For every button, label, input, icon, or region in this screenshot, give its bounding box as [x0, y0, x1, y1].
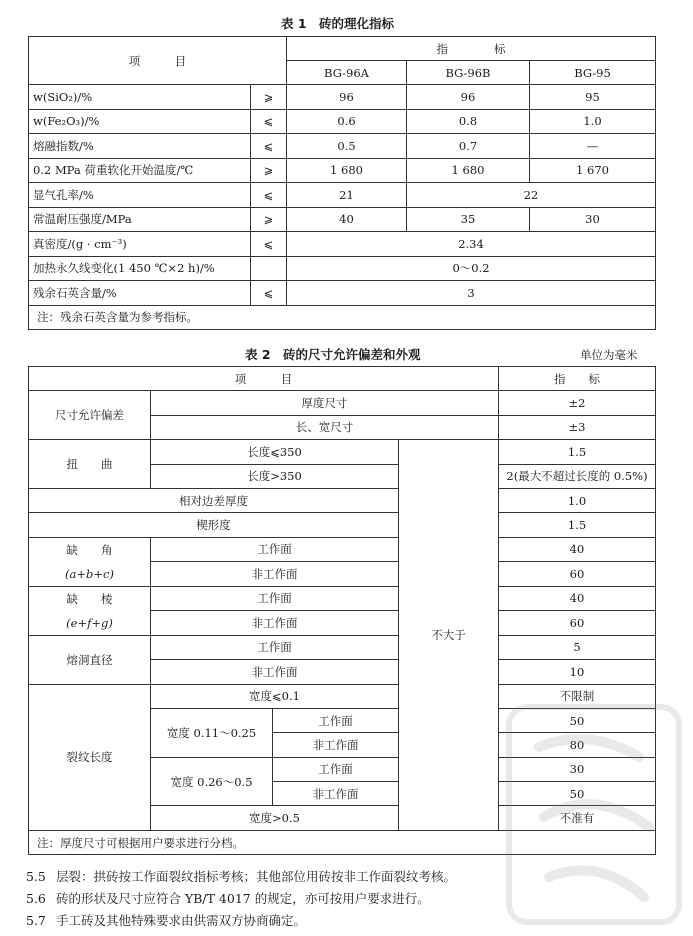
t2-not-exceed: 不大于: [399, 440, 499, 831]
watermark-seal: [499, 697, 689, 932]
t1-val: 35: [407, 207, 530, 232]
table-row: [29, 488, 656, 512]
t2-edge-label: 缺 棱: [66, 591, 113, 606]
table-row: [29, 232, 656, 257]
t2-val: 2(最大不超过长度的 0.5%): [499, 464, 656, 488]
t1-item: w(SiO₂)/%: [29, 85, 251, 110]
table-row: [29, 281, 656, 306]
t1-val: 30: [530, 207, 656, 232]
t1-header-index: 指 标: [287, 37, 656, 61]
t2-crack-w4: 宽度>0.5: [151, 806, 399, 830]
t1-header-item: 项 目: [29, 37, 287, 85]
t1-val: 0.7: [407, 134, 530, 159]
t2-crack-w1: 宽度⩽0.1: [151, 684, 399, 708]
t2-crack: 裂纹长度: [29, 684, 151, 830]
t2-val: 1.5: [499, 440, 656, 464]
t2-lenwid: 长、宽尺寸: [151, 415, 499, 439]
t2-corner: [29, 537, 151, 586]
t1-val: 3: [287, 281, 656, 306]
clause-text: 手工砖及其他特殊要求由供需双方协商确定。: [56, 913, 307, 928]
table-row: [29, 207, 656, 232]
t1-op: [251, 256, 287, 281]
t2-corner-label: 缺 角: [66, 542, 113, 557]
t2-crack-w2-work: 工作面: [273, 708, 399, 732]
t2-rel-thickness: 相对边差厚度: [29, 488, 399, 512]
t1-op: ⩾: [251, 85, 287, 110]
clause: [26, 866, 456, 888]
t2-val: 60: [499, 562, 656, 587]
t2-cavity-work: 工作面: [151, 635, 399, 659]
t2-val: 30: [499, 757, 656, 781]
t2-val: ±2: [499, 391, 656, 415]
t1-item: 真密度/(g · cm⁻³): [29, 232, 251, 257]
table-row: [29, 256, 656, 281]
t2-val: 40: [499, 537, 656, 562]
t1-item: 熔融指数/%: [29, 134, 251, 159]
clause: [26, 888, 456, 910]
t1-val: 0.8: [407, 109, 530, 134]
t2-val: 1.5: [499, 513, 656, 537]
t2-val: 5: [499, 635, 656, 659]
table-row: [29, 109, 656, 134]
t2-corner-sub: (a+b+c): [65, 566, 114, 581]
t2-crack-w2: 宽度 0.11～0.25: [151, 708, 273, 757]
t1-val: 1.0: [530, 109, 656, 134]
t2-header-index: 指 标: [499, 367, 656, 391]
t2-edge-sub: (e+f+g): [66, 615, 113, 630]
t1-item: 常温耐压强度/MPa: [29, 207, 251, 232]
t1-val: 0.5: [287, 134, 407, 159]
table-row: [29, 158, 656, 183]
t2-corner-work: 工作面: [151, 537, 399, 562]
t1-item: 0.2 MPa 荷重软化开始温度/℃: [29, 158, 251, 183]
t2-crack-w3-nonwork: 非工作面: [273, 782, 399, 806]
t1-op: ⩽: [251, 281, 287, 306]
clause-num: 5.7: [26, 913, 46, 928]
t1-item: 残余石英含量/%: [29, 281, 251, 306]
t1-item: w(Fe₂O₃)/%: [29, 109, 251, 134]
table-row: [29, 537, 656, 562]
t2-crack-w3-work: 工作面: [273, 757, 399, 781]
t1-item: 显气孔率/%: [29, 183, 251, 208]
t2-twist-len2: 长度>350: [151, 464, 399, 488]
t2-note: 注：厚度尺寸可根据用户要求进行分档。: [29, 830, 656, 854]
t2-edge-nonwork: 非工作面: [151, 611, 399, 636]
t2-val: 80: [499, 733, 656, 757]
clause-text: 砖的形状及尺寸应符合 YB/T 4017 的规定，亦可按用户要求进行。: [56, 891, 430, 906]
t2-size-tol: 尺寸允许偏差: [29, 391, 151, 440]
t2-val: 40: [499, 586, 656, 611]
t1-val: —: [530, 134, 656, 159]
table-row: [29, 134, 656, 159]
table2-unit: 单位为毫米: [580, 348, 638, 362]
t1-op: ⩽: [251, 109, 287, 134]
clause: [26, 910, 456, 932]
t2-val: 1.0: [499, 488, 656, 512]
t1-val: 1 670: [530, 158, 656, 183]
t1-val: 21: [287, 183, 407, 208]
table-row: [29, 440, 656, 464]
table-row: [29, 85, 656, 110]
t2-val: 10: [499, 660, 656, 684]
t2-crack-w3: 宽度 0.26～0.5: [151, 757, 273, 806]
t2-val: 50: [499, 708, 656, 732]
t1-op: ⩽: [251, 134, 287, 159]
t2-edge: [29, 586, 151, 635]
table-row: [29, 635, 656, 659]
t1-val: 0～0.2: [287, 256, 656, 281]
t1-item: 加热永久线变化(1 450 ℃×2 h)/%: [29, 256, 251, 281]
clause-num: 5.5: [26, 869, 46, 884]
t2-val: ±3: [499, 415, 656, 439]
t1-val: 22: [407, 183, 656, 208]
t1-op: ⩾: [251, 207, 287, 232]
clause-text: 层裂：拱砖按工作面裂纹指标考核；其他部位用砖按非工作面裂纹考核。: [56, 869, 457, 884]
t2-header-item: 项 目: [29, 367, 499, 391]
t1-val: 0.6: [287, 109, 407, 134]
table-row: [29, 183, 656, 208]
t2-val: 50: [499, 782, 656, 806]
t1-note: 注：残余石英含量为参考指标。: [29, 305, 656, 330]
table1-caption: 表 1 砖的理化指标: [281, 16, 395, 31]
table-row: [29, 513, 656, 537]
t1-grade: BG-95: [530, 61, 656, 85]
t1-op: ⩽: [251, 232, 287, 257]
t1-val: 96: [407, 85, 530, 110]
table-row: [29, 391, 656, 415]
t2-thickness: 厚度尺寸: [151, 391, 499, 415]
t1-op: ⩽: [251, 183, 287, 208]
t2-corner-nonwork: 非工作面: [151, 562, 399, 587]
t2-crack-w2-nonwork: 非工作面: [273, 733, 399, 757]
clauses: [26, 866, 456, 932]
t2-edge-work: 工作面: [151, 586, 399, 611]
table-row: [29, 586, 656, 611]
t1-val: 2.34: [287, 232, 656, 257]
t1-val: 96: [287, 85, 407, 110]
t2-val: 不限制: [499, 684, 656, 708]
table2-caption: 表 2 砖的尺寸允许偏差和外观: [245, 347, 421, 362]
t1-grade: BG-96A: [287, 61, 407, 85]
t2-val: 60: [499, 611, 656, 636]
t1-grade: BG-96B: [407, 61, 530, 85]
t1-val: 1 680: [287, 158, 407, 183]
t2-val: 不准有: [499, 806, 656, 830]
t2-cavity: 熔洞直径: [29, 635, 151, 684]
t1-val: 95: [530, 85, 656, 110]
t2-twist: 扭 曲: [29, 440, 151, 489]
t2-wedge: 楔形度: [29, 513, 399, 537]
clause-num: 5.6: [26, 891, 46, 906]
t1-op: ⩾: [251, 158, 287, 183]
table1: [28, 36, 656, 330]
t2-cavity-nonwork: 非工作面: [151, 660, 399, 684]
t1-val: 40: [287, 207, 407, 232]
t1-val: 1 680: [407, 158, 530, 183]
t2-twist-len1: 长度⩽350: [151, 440, 399, 464]
